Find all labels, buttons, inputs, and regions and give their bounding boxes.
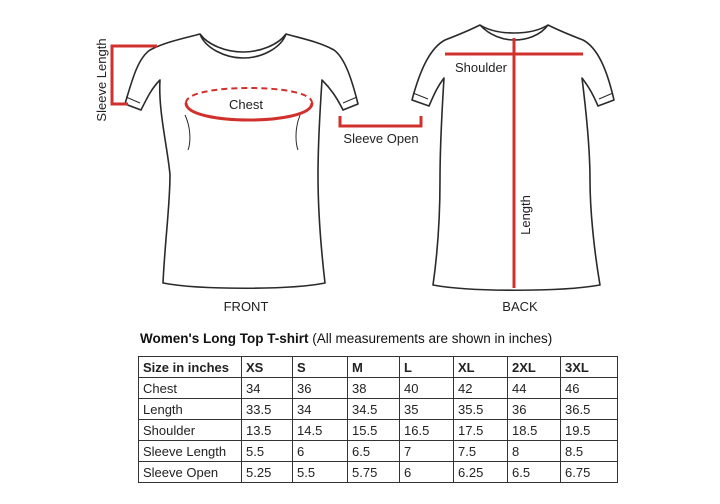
table-row <box>139 420 618 441</box>
table-cell: 6.5 <box>508 462 561 483</box>
length-label: Length <box>518 195 533 235</box>
header-cell: L <box>400 357 454 378</box>
table-cell: 6.25 <box>454 462 508 483</box>
table-cell: 13.5 <box>242 420 293 441</box>
table-cell: 5.5 <box>242 441 293 462</box>
front-tshirt <box>125 34 358 288</box>
table-cell: 7 <box>400 441 454 462</box>
sleeve-open-label: Sleeve Open <box>343 131 419 146</box>
table-cell: 16.5 <box>400 420 454 441</box>
table-header-row <box>139 357 618 378</box>
header-cell: M <box>348 357 400 378</box>
back-label: BACK <box>502 299 538 314</box>
row-label: Length <box>139 399 242 420</box>
table-row <box>139 399 618 420</box>
table-cell: 6.5 <box>348 441 400 462</box>
table-cell: 44 <box>508 378 561 399</box>
size-chart-table <box>138 356 618 483</box>
header-cell: Size in inches <box>139 357 242 378</box>
table-cell: 7.5 <box>454 441 508 462</box>
shoulder-label: Shoulder <box>454 60 508 75</box>
header-cell: XS <box>242 357 293 378</box>
table-cell: 36.5 <box>561 399 618 420</box>
table-cell: 14.5 <box>293 420 348 441</box>
table-title <box>140 331 552 346</box>
table-cell: 19.5 <box>561 420 618 441</box>
table-row <box>139 378 618 399</box>
table-cell: 46 <box>561 378 618 399</box>
table-cell: 15.5 <box>348 420 400 441</box>
table-cell: 18.5 <box>508 420 561 441</box>
row-label: Shoulder <box>139 420 242 441</box>
header-cell: XL <box>454 357 508 378</box>
table-cell: 35.5 <box>454 399 508 420</box>
table-cell: 8 <box>508 441 561 462</box>
table-cell: 34 <box>293 399 348 420</box>
table-cell: 6 <box>400 462 454 483</box>
table-title-note: (All measurements are shown in inches) <box>308 331 553 346</box>
table-cell: 8.5 <box>561 441 618 462</box>
table-cell: 42 <box>454 378 508 399</box>
header-cell: S <box>293 357 348 378</box>
sleeve-length-label: Sleeve Length <box>94 38 109 122</box>
header-cell: 3XL <box>561 357 618 378</box>
chest-label: Chest <box>229 97 263 112</box>
table-row <box>139 441 618 462</box>
sleeve-open-bracket <box>340 116 421 126</box>
table-title-bold: Women's Long Top T-shirt <box>140 331 309 346</box>
table-cell: 5.5 <box>293 462 348 483</box>
table-cell: 6 <box>293 441 348 462</box>
table-cell: 40 <box>400 378 454 399</box>
row-label: Sleeve Length <box>139 441 242 462</box>
table-cell: 38 <box>348 378 400 399</box>
table-cell: 35 <box>400 399 454 420</box>
table-cell: 6.75 <box>561 462 618 483</box>
table-cell: 5.75 <box>348 462 400 483</box>
table-row <box>139 462 618 483</box>
table-cell: 34.5 <box>348 399 400 420</box>
front-label: FRONT <box>223 299 269 314</box>
table-cell: 33.5 <box>242 399 293 420</box>
table-cell: 5.25 <box>242 462 293 483</box>
row-label: Chest <box>139 378 242 399</box>
table-cell: 36 <box>508 399 561 420</box>
table-cell: 17.5 <box>454 420 508 441</box>
table-cell: 36 <box>293 378 348 399</box>
table-cell: 34 <box>242 378 293 399</box>
header-cell: 2XL <box>508 357 561 378</box>
row-label: Sleeve Open <box>139 462 242 483</box>
